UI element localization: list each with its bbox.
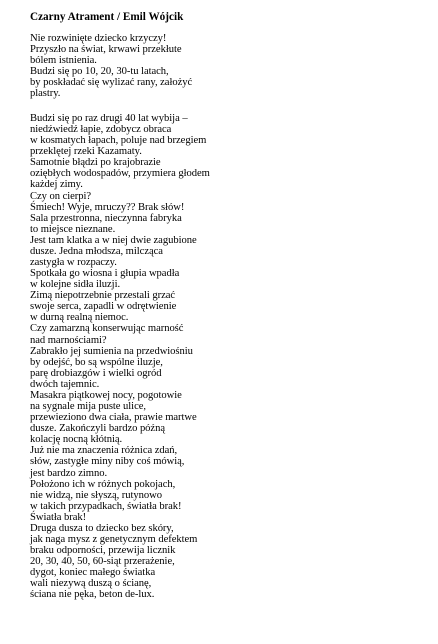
poem-line: nad marnościami? [30,334,107,346]
poem-line: jest bardzo zimno. [30,467,108,479]
poem-line: Zabrakło jej sumienia na przedwiośniu [30,345,193,357]
poem-stanza [30,113,210,600]
poem-line: Nie rozwinięte dziecko krzyczy! [30,33,167,44]
poem-line: w kolejne sidła iluzji. [30,279,121,291]
poem-line: by poskładać się wylizać rany, założyć [30,77,193,89]
poem-line: Światła brak! [30,511,87,523]
poem-line: niedźwiedź łapie, zdobycz obraca [30,124,172,136]
poem-line: przewieziono dwa ciała, prawie martwe [30,412,197,424]
poem-line: Jest tam klatka a w niej dwie zagubione [30,234,197,246]
poem-line: by odejść, bo są wspólne iluzje, [30,356,163,368]
poem-line: Budzi się po 10, 20, 30-tu latach, [30,66,169,78]
poem-line: Czy on cierpi? [30,190,92,202]
poem-line: na sygnale mija puste ulice, [30,401,146,413]
poem-line: Druga dusza to dziecko bez skóry, [30,522,174,534]
poem-line: Czy zamarzną konserwując marność [30,323,184,335]
poem-line: nie widzą, nie słyszą, rutynowo [30,489,163,501]
poem-line: wali niezywą duszą o ścianę, [30,578,152,590]
poem-line: ściana nie pęka, beton de-lux. [30,589,155,601]
poem-line: słów, zastygłe miny niby coś mówią, [30,456,185,468]
poem-line: zastygła w rozpaczy. [30,257,117,269]
poem-line: w takich przypadkach, światła brak! [30,500,182,512]
poem-line: w durną realną niemoc. [30,312,129,324]
poem-line: kolację nocną kłótnią. [30,434,123,446]
poem-title: Czarny Atrament / Emil Wójcik [30,11,184,23]
poem-stanza [30,33,192,99]
poem-line: jak naga mysz z genetycznym defektem [30,533,198,545]
poem-line: dusze. Jedna młodsza, milcząca [30,245,163,257]
poem-line: bólem istnienia. [30,55,97,67]
poem-line: każdej zimy. [30,179,83,191]
poem-line: braku odporności, przewija licznik [30,545,176,557]
poem-line: dusze. Zakończyli bardzo późną [30,423,165,435]
poem-line: parę drobiazgów i wielki ogród [30,367,162,379]
poem-line: to miejsce nieznane. [30,223,116,235]
poem-line: oziębłych wodospadów, przymiera głodem [30,168,210,180]
poem-line: dwóch tajemnic. [30,378,100,390]
poem-line: Budzi się po raz drugi 40 lat wybija – [30,113,188,124]
poem-line: Sala przestronna, nieczynna fabryka [30,212,182,224]
poem-line: 20, 30, 40, 50, 60-siąt przerażenie, [30,556,175,568]
poem-line: Przyszło na świat, krwawi przekłute [30,44,182,56]
poem-line: Samotnie błądzi po krajobrazie [30,157,161,169]
poem-line: dygot, koniec małego światka [30,567,156,579]
poem-line: plastry. [30,88,61,100]
poem-line: Masakra piątkowej nocy, pogotowie [30,389,182,401]
poem-line: Położono ich w różnych pokojach, [30,478,176,490]
poem-line: przeklętej rzeki Kazamaty. [30,146,142,158]
poem-line: w kosmatych łapach, poluje nad brzegiem [30,135,207,147]
poem-line: swoje serca, zapadli w odrętwienie [30,301,177,313]
poem-line: Spotkała go wiosna i głupia wpadła [30,268,180,280]
poem-line: Już nie ma znaczenia różnica zdań, [30,445,178,457]
poem-line: Zimą niepotrzebnie przestali grzać [30,290,176,302]
poem-line: Śmiech! Wyje, mruczy?? Brak słów! [30,201,185,213]
